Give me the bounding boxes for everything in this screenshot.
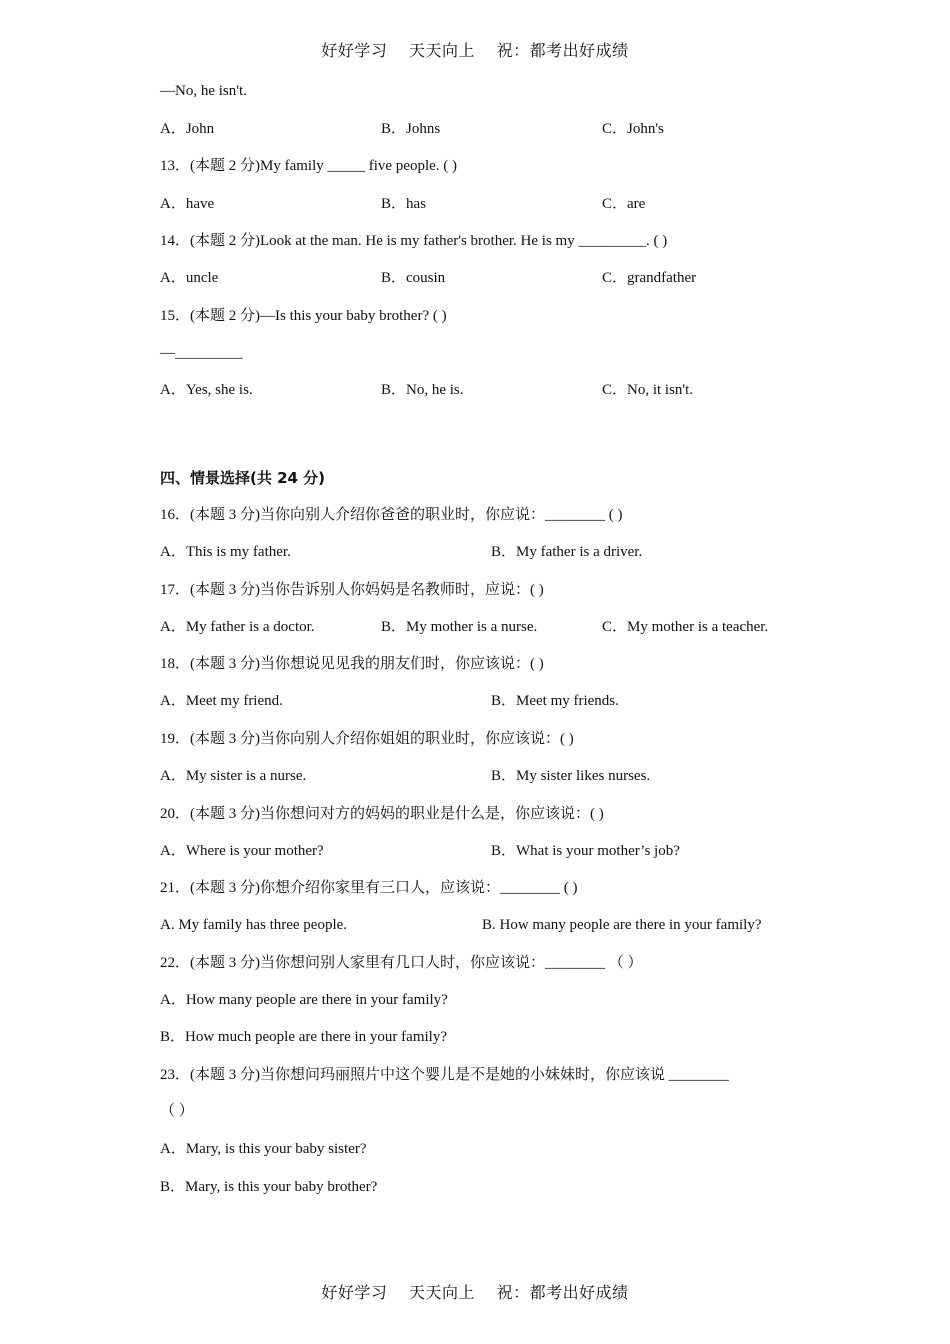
page-header <box>0 38 950 61</box>
q20-option-b[interactable]: B．What is your mother’s job? <box>491 843 680 859</box>
header-motto-1: 好好学习 <box>321 41 388 60</box>
section-4-title: 四、情景选择(共 24 分) <box>160 469 326 487</box>
q15-answer-line: —_________ <box>160 345 243 361</box>
page-footer <box>0 1280 950 1303</box>
footer-motto-1: 好好学习 <box>321 1283 388 1302</box>
q18-option-b[interactable]: B．Meet my friends. <box>491 693 619 709</box>
q16-option-a[interactable]: A．This is my father. <box>160 544 291 560</box>
q12-option-c[interactable]: C．John's <box>602 121 664 137</box>
q23-stem: 23．(本题 3 分)当你想问玛丽照片中这个婴儿是不是她的小妹妹时，你应该说 ________ <box>160 1067 729 1083</box>
q18-option-a[interactable]: A．Meet my friend. <box>160 693 283 709</box>
q15-stem: 15．(本题 2 分)—Is this your baby brother? ( ) <box>160 308 447 324</box>
q21-option-a[interactable]: A. My family has three people. <box>160 917 348 933</box>
q16-stem: 16．(本题 3 分)当你向别人介绍你爸爸的职业时，你应说：________ ( ) <box>160 507 623 523</box>
q14-stem: 14．(本题 2 分)Look at the man. He is my father's brother. He is my _________. ( ) <box>160 233 668 249</box>
q12-option-a[interactable]: A．John <box>160 121 215 137</box>
q13-option-a[interactable]: A．have <box>160 196 215 212</box>
q20-option-a[interactable]: A．Where is your mother? <box>160 843 324 859</box>
q15-option-a[interactable]: A．Yes, she is. <box>160 382 253 398</box>
q13-option-c[interactable]: C．are <box>602 196 646 212</box>
q16-option-b[interactable]: B．My father is a driver. <box>491 544 643 560</box>
q17-option-a[interactable]: A．My father is a doctor. <box>160 619 315 635</box>
q21-stem: 21．(本题 3 分)你想介绍你家里有三口人，应该说：________ ( ) <box>160 880 578 896</box>
q12-answer-line: —No, he isn't. <box>160 83 247 99</box>
q17-option-b[interactable]: B．My mother is a nurse. <box>381 619 538 635</box>
header-motto-2: 天天向上 <box>408 41 475 60</box>
q13-stem: 13．(本题 2 分)My family _____ five people. ( ) <box>160 158 458 174</box>
q23-answer-paren: （ ） <box>160 1103 194 1119</box>
q20-stem: 20．(本题 3 分)当你想问对方的妈妈的职业是什么是，你应该说：( ) <box>160 806 604 822</box>
q15-option-c[interactable]: C．No, it isn't. <box>602 382 694 398</box>
q14-option-b[interactable]: B．cousin <box>381 270 446 286</box>
q22-stem: 22．(本题 3 分)当你想问别人家里有几口人时，你应该说：________ （ ） <box>160 955 643 971</box>
footer-motto-3: 祝：都考出好成绩 <box>496 1283 629 1302</box>
q19-option-b[interactable]: B．My sister likes nurses. <box>491 768 651 784</box>
q15-option-b[interactable]: B．No, he is. <box>381 382 464 398</box>
q22-option-a[interactable]: A．How many people are there in your family? <box>160 992 448 1008</box>
q14-option-c[interactable]: C．grandfather <box>602 270 697 286</box>
q17-option-c[interactable]: C．My mother is a teacher. <box>602 619 769 635</box>
q14-option-a[interactable]: A．uncle <box>160 270 219 286</box>
q17-stem: 17．(本题 3 分)当你告诉别人你妈妈是名教师时，应说：( ) <box>160 582 544 598</box>
header-motto-3: 祝：都考出好成绩 <box>496 41 629 60</box>
q23-option-b[interactable]: B．Mary, is this your baby brother? <box>160 1179 378 1195</box>
q21-option-b[interactable]: B. How many people are there in your family? <box>482 917 762 933</box>
q19-option-a[interactable]: A．My sister is a nurse. <box>160 768 307 784</box>
q13-option-b[interactable]: B．has <box>381 196 427 212</box>
footer-motto-2: 天天向上 <box>408 1283 475 1302</box>
q12-option-b[interactable]: B．Johns <box>381 121 441 137</box>
q23-option-a[interactable]: A．Mary, is this your baby sister? <box>160 1141 367 1157</box>
q19-stem: 19．(本题 3 分)当你向别人介绍你姐姐的职业时，你应该说：( ) <box>160 731 574 747</box>
q18-stem: 18．(本题 3 分)当你想说见见我的朋友们时，你应该说：( ) <box>160 656 544 672</box>
q22-option-b[interactable]: B．How much people are there in your family? <box>160 1029 447 1045</box>
